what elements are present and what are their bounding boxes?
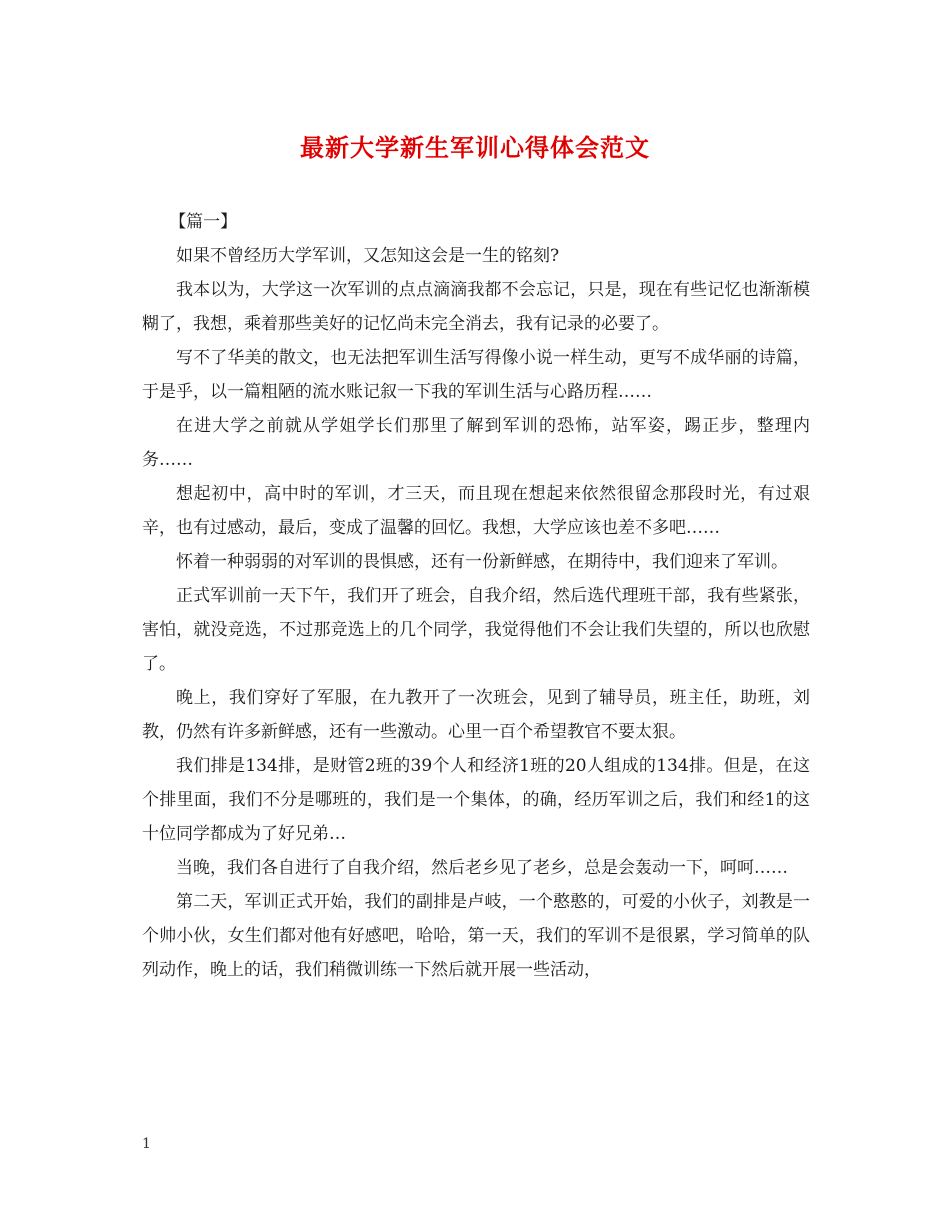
paragraph-11: 第二天，军训正式开始，我们的副排是卢岐，一个憨憨的，可爱的小伙子，刘教是一个帅小伙，女生们都对他有好感吧，哈哈，第一天，我们的军训不是很累，学习简单的队列动作，晚上的话，我们稍微训练一下然后就开展一些活动， bbox=[142, 892, 810, 980]
document-title: 最新大学新生军训心得体会范文 bbox=[300, 133, 650, 162]
section-heading: 【篇一】 bbox=[169, 212, 238, 232]
document-body bbox=[142, 205, 810, 987]
paragraph-9: 我们排是134排，是财管2班的39个人和经济1班的20人组成的134排。但是，在这个排里面，我们不分是哪班的，我们是一个集体，的确，经历军训之后，我们和经1的这十位同学都成为了好兄弟… bbox=[142, 756, 810, 844]
paragraph-5: 想起初中，高中时的军训，才三天，而且现在想起来依然很留念那段时光，有过艰辛，也有过感动，最后，变成了温馨的回忆。我想，大学应该也差不多吧…… bbox=[142, 484, 810, 538]
paragraph-1: 如果不曾经历大学军训，又怎知这会是一生的铭刻? bbox=[176, 246, 560, 266]
page-number: 1 bbox=[142, 1136, 151, 1152]
paragraph-3: 写不了华美的散文，也无法把军训生活写得像小说一样生动，更写不成华丽的诗篇，于是乎，以一篇粗陋的流水账记叙一下我的军训生活与心路历程…… bbox=[142, 348, 810, 402]
paragraph-8: 晚上，我们穿好了军服，在九教开了一次班会，见到了辅导员，班主任，助班，刘教，仍然有许多新鲜感，还有一些激动。心里一百个希望教官不要太狠。 bbox=[142, 688, 810, 742]
paragraph-10: 当晚，我们各自进行了自我介绍，然后老乡见了老乡，总是会轰动一下，呵呵…… bbox=[176, 858, 788, 878]
paragraph-6: 怀着一种弱弱的对军训的畏惧感，还有一份新鲜感，在期待中，我们迎来了军训。 bbox=[176, 552, 788, 572]
paragraph-7: 正式军训前一天下午，我们开了班会，自我介绍，然后选代理班干部，我有些紧张，害怕，就没竞选，不过那竞选上的几个同学，我觉得他们不会让我们失望的，所以也欣慰了。 bbox=[142, 586, 810, 674]
paragraph-2: 我本以为，大学这一次军训的点点滴滴我都不会忘记，只是，现在有些记忆也渐渐模糊了，我想，乘着那些美好的记忆尚未完全消去，我有记录的必要了。 bbox=[142, 280, 810, 334]
paragraph-4: 在进大学之前就从学姐学长们那里了解到军训的恐怖，站军姿，踢正步，整理内务…… bbox=[142, 416, 810, 470]
